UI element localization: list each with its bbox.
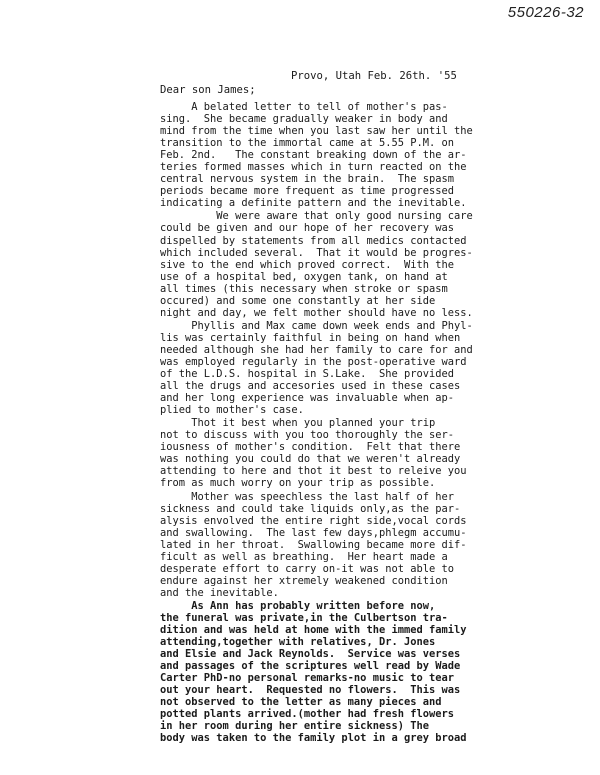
letter-line: attending to here and thot it best to releive you xyxy=(160,465,467,478)
letter-line: was employed regularly in the post-operative ward xyxy=(160,355,467,368)
letter-line: central nervous system in the brain. The spasm xyxy=(160,173,455,186)
letter-line: lis was certainly faithful in being on hand when xyxy=(160,331,461,344)
letter-line: could be given and our hope of her recovery was xyxy=(160,222,455,235)
letter-line: teries formed masses which in turn reacted on the xyxy=(160,161,467,174)
letter-line: out your heart. Requested no flowers. This was xyxy=(160,684,461,697)
letter-line: all times (this necessary when stroke or spasm xyxy=(160,282,448,295)
letter-line: body was taken to the family plot in a grey broad xyxy=(160,732,467,745)
letter-line: endure against her xtremely weakened condition xyxy=(160,574,448,587)
document-id: 550226-32 xyxy=(507,4,584,21)
letter-line: Thot it best when you planned your trip xyxy=(160,417,436,430)
salutation: Dear son James; xyxy=(160,84,256,96)
letter-line: Phyllis and Max came down week ends and Phyl- xyxy=(160,319,473,332)
letter-line: dispelled by statements from all medics contacted xyxy=(160,234,467,247)
letter-line: ficult as well as breathing. Her heart made a xyxy=(160,550,448,563)
letter-line: and the inevitable. xyxy=(160,586,279,599)
letter-line: Carter PhD-no personal remarks-no music to tear xyxy=(160,672,455,685)
letter-line: sickness and could take liquids only,as the par- xyxy=(160,502,461,515)
letter-line: not to discuss with you too thoroughly the ser- xyxy=(160,429,455,442)
letter-line: in her room during her entire sickness) The xyxy=(160,720,429,733)
letter-line: iousness of mother's condition. Felt that there xyxy=(160,441,461,454)
letter-line: As Ann has probably written before now, xyxy=(160,599,436,612)
letter-line: desperate effort to carry on-it was not able to xyxy=(160,562,455,575)
letter-body xyxy=(160,101,600,744)
letter-line: sive to the end which proved correct. With the xyxy=(160,258,455,271)
letter-line: potted plants arrived.(mother had fresh flowers xyxy=(160,708,455,721)
letter-line: plied to mother's case. xyxy=(160,404,304,417)
letter-line: from as much worry on your trip as possible. xyxy=(160,477,436,490)
letter-line: sing. She became gradually weaker in body and xyxy=(160,113,448,126)
letter-line: which included several. That it would be progres- xyxy=(160,246,473,259)
letter-line: Mother was speechless the last half of her xyxy=(160,490,455,503)
letter-line: indicating a definite pattern and the inevitable. xyxy=(160,197,467,210)
letter-line: periods became more frequent as time progressed xyxy=(160,185,455,198)
letter-line: lated in her throat. Swallowing became more dif- xyxy=(160,538,467,551)
letter-line: not observed to the letter as many pieces and xyxy=(160,696,442,709)
letter-line: use of a hospital bed, oxygen tank, on hand at xyxy=(160,270,448,283)
letter-header-place-date: Provo, Utah Feb. 26th. '55 xyxy=(291,70,457,82)
letter-line: dition and was held at home with the immed family xyxy=(160,624,467,637)
letter-line: occured) and some one constantly at her side xyxy=(160,294,436,307)
letter-line: was nothing you could do that we weren't already xyxy=(160,453,461,466)
letter-line: attending,together with relatives, Dr. Jones xyxy=(160,636,436,649)
letter-line: all the drugs and accesories used in these cases xyxy=(160,380,461,393)
letter-line: We were aware that only good nursing care xyxy=(160,210,473,223)
letter-line: and her long experience was invaluable when ap- xyxy=(160,392,455,405)
letter-line: and passages of the scriptures well read by Wade xyxy=(160,660,461,673)
letter-line: the funeral was private,in the Culbertson tra- xyxy=(160,611,448,624)
letter-line: transition to the immortal came at 5.55 P.M. on xyxy=(160,137,455,150)
letter-line: alysis envolved the entire right side,vocal cords xyxy=(160,514,467,527)
letter-line: mind from the time when you last saw her until the xyxy=(160,125,473,138)
letter-line: and swallowing. The last few days,phlegm accumu- xyxy=(160,526,467,539)
letter-line: A belated letter to tell of mother's pas- xyxy=(160,101,448,113)
letter-line: Feb. 2nd. The constant breaking down of the ar- xyxy=(160,149,467,162)
letter-line: night and day, we felt mother should have no less. xyxy=(160,306,473,319)
letter-line: needed although she had her family to care for and xyxy=(160,343,473,356)
letter-line: of the L.D.S. hospital in S.Lake. She provided xyxy=(160,368,455,381)
letter-line: and Elsie and Jack Reynolds. Service was verses xyxy=(160,648,461,661)
